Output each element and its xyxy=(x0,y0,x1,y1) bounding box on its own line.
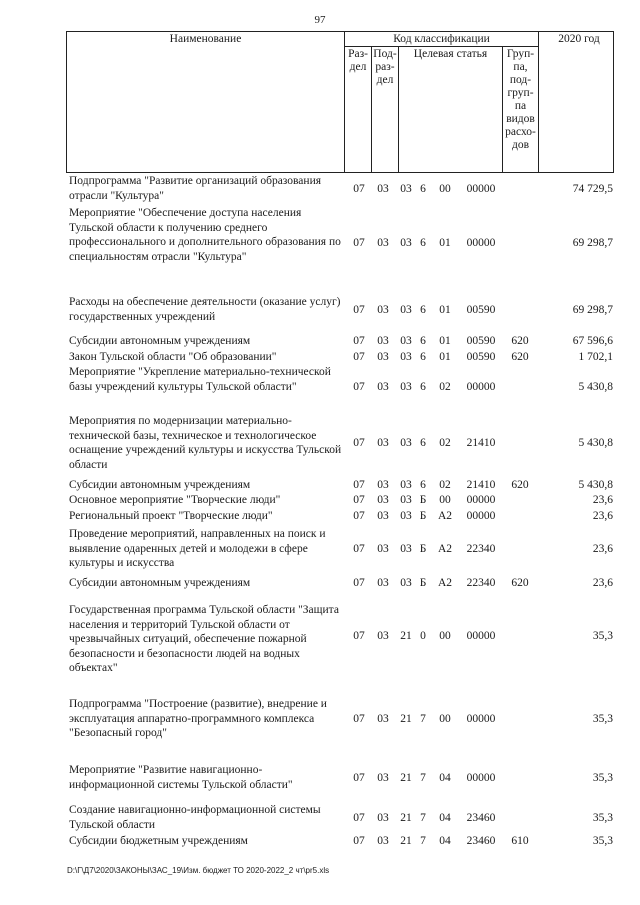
row-target-program: 03 xyxy=(400,335,412,347)
table-header xyxy=(66,31,614,173)
row-target-event: 00 xyxy=(439,713,451,725)
header-year: 2020 год xyxy=(539,32,614,173)
row-name: Закон Тульской области "Об образовании" xyxy=(69,351,277,363)
row-name: Подпрограмма "Развитие организаций образования отрасли "Культура" xyxy=(69,175,322,202)
row-razdel: 07 xyxy=(353,543,365,555)
row-target-direction: 21410 xyxy=(466,437,496,449)
row-podrazdel: 03 xyxy=(377,812,389,824)
row-amount: 23,6 xyxy=(592,510,613,522)
row-name: Основное мероприятие "Творческие люди" xyxy=(69,494,281,506)
row-razdel: 07 xyxy=(353,577,365,589)
row-amount: 35,3 xyxy=(592,630,613,642)
row-target-direction: 00590 xyxy=(466,335,496,347)
row-amount: 35,3 xyxy=(592,812,613,824)
row-target-subprogram: Б xyxy=(419,543,427,555)
row-group: 620 xyxy=(511,335,529,347)
row-target-program: 21 xyxy=(400,630,412,642)
row-podrazdel: 03 xyxy=(377,335,389,347)
row-razdel: 07 xyxy=(353,479,365,491)
row-name: Подпрограмма "Построение (развитие), внедрение и эксплуатация аппаратно-программного комплекса "Безопасный город" xyxy=(69,698,327,740)
row-target-program: 21 xyxy=(400,713,412,725)
row-podrazdel: 03 xyxy=(377,351,389,363)
row-razdel: 07 xyxy=(353,351,365,363)
row-podrazdel: 03 xyxy=(377,510,389,522)
row-razdel: 07 xyxy=(353,381,365,393)
row-target-direction: 00000 xyxy=(466,772,496,784)
header-podrazdel: Под- раз- дел xyxy=(372,47,399,173)
row-name: Субсидии автономным учреждениям xyxy=(69,479,251,491)
row-podrazdel: 03 xyxy=(377,479,389,491)
row-target-subprogram: 6 xyxy=(420,335,426,347)
row-target-event: А2 xyxy=(437,577,453,589)
row-razdel: 07 xyxy=(353,510,365,522)
row-razdel: 07 xyxy=(353,437,365,449)
row-target-event: 04 xyxy=(439,772,451,784)
header-name: Наименование xyxy=(67,32,345,173)
row-target-program: 03 xyxy=(400,304,412,316)
row-podrazdel: 03 xyxy=(377,237,389,249)
row-amount: 23,6 xyxy=(592,543,613,555)
row-razdel: 07 xyxy=(353,494,365,506)
row-name: Региональный проект "Творческие люди" xyxy=(69,510,273,522)
row-target-program: 03 xyxy=(400,381,412,393)
row-target-event: 02 xyxy=(439,479,451,491)
row-amount: 69 298,7 xyxy=(572,237,613,249)
row-target-direction: 00590 xyxy=(466,304,496,316)
row-podrazdel: 03 xyxy=(377,437,389,449)
header-target: Целевая статья xyxy=(399,47,503,173)
row-razdel: 07 xyxy=(353,772,365,784)
row-target-direction: 00000 xyxy=(466,713,496,725)
row-podrazdel: 03 xyxy=(377,304,389,316)
row-target-direction: 23460 xyxy=(466,812,496,824)
row-target-subprogram: 6 xyxy=(420,381,426,393)
header-razdel: Раз- дел xyxy=(345,47,372,173)
row-razdel: 07 xyxy=(353,835,365,847)
row-target-direction: 21410 xyxy=(466,479,496,491)
row-target-event: А2 xyxy=(437,510,453,522)
row-target-direction: 00000 xyxy=(466,183,496,195)
row-target-subprogram: 7 xyxy=(420,713,426,725)
row-podrazdel: 03 xyxy=(377,835,389,847)
row-target-event: 04 xyxy=(439,812,451,824)
row-target-program: 03 xyxy=(400,543,412,555)
row-target-program: 03 xyxy=(400,237,412,249)
row-target-event: 04 xyxy=(439,835,451,847)
row-amount: 69 298,7 xyxy=(572,304,613,316)
row-name: Мероприятие "Обеспечение доступа населения Тульской области к получению среднего профессионального и дополнительного образования по специальностям отрасли "Культура" xyxy=(69,207,341,263)
row-group: 620 xyxy=(511,479,529,491)
row-target-subprogram: Б xyxy=(419,577,427,589)
row-target-program: 03 xyxy=(400,577,412,589)
row-target-direction: 00590 xyxy=(466,351,496,363)
row-amount: 35,3 xyxy=(592,713,613,725)
row-target-subprogram: 7 xyxy=(420,772,426,784)
row-razdel: 07 xyxy=(353,237,365,249)
row-name: Создание навигационно-информационной системы Тульской области xyxy=(69,804,321,831)
row-amount: 35,3 xyxy=(592,835,613,847)
row-target-subprogram: 6 xyxy=(420,351,426,363)
row-razdel: 07 xyxy=(353,630,365,642)
row-amount: 5 430,8 xyxy=(578,437,613,449)
row-amount: 1 702,1 xyxy=(578,351,613,363)
row-target-program: 03 xyxy=(400,479,412,491)
row-amount: 23,6 xyxy=(592,494,613,506)
row-target-subprogram: Б xyxy=(419,494,427,506)
row-target-event: 00 xyxy=(439,630,451,642)
header-group: Груп- па, под- груп- па видов расхо- дов xyxy=(503,47,539,173)
row-podrazdel: 03 xyxy=(377,494,389,506)
row-target-program: 03 xyxy=(400,437,412,449)
row-target-program: 03 xyxy=(400,494,412,506)
row-amount: 23,6 xyxy=(592,577,613,589)
row-podrazdel: 03 xyxy=(377,381,389,393)
row-target-direction: 00000 xyxy=(466,237,496,249)
row-target-direction: 22340 xyxy=(466,577,496,589)
row-target-subprogram: 6 xyxy=(420,304,426,316)
row-target-direction: 23460 xyxy=(466,835,496,847)
row-target-program: 21 xyxy=(400,812,412,824)
row-target-event: 00 xyxy=(439,183,451,195)
row-razdel: 07 xyxy=(353,183,365,195)
row-target-event: 02 xyxy=(439,381,451,393)
row-razdel: 07 xyxy=(353,304,365,316)
row-target-event: 01 xyxy=(439,237,451,249)
row-target-subprogram: 6 xyxy=(420,479,426,491)
row-name: Расходы на обеспечение деятельности (оказание услуг) государственных учреждений xyxy=(69,296,341,323)
row-target-program: 21 xyxy=(400,772,412,784)
row-target-program: 03 xyxy=(400,510,412,522)
row-name: Мероприятие "Развитие навигационно-информационной системы Тульской области" xyxy=(69,764,293,791)
row-name: Государственная программа Тульской области "Защита населения и территорий Тульской области от чрезвычайных ситуаций, обеспечение пожарной безопасности и безопасности людей на водных объектах" xyxy=(69,604,339,675)
row-name: Субсидии автономным учреждениям xyxy=(69,335,251,347)
row-name: Мероприятия по модернизации материально-технической базы, техническое и технологическое оснащение учреждений культуры и искусства Тульской области xyxy=(69,415,342,471)
row-name: Субсидии бюджетным учреждениям xyxy=(69,835,248,847)
row-razdel: 07 xyxy=(353,335,365,347)
row-target-direction: 00000 xyxy=(466,510,496,522)
row-amount: 74 729,5 xyxy=(572,183,613,195)
row-name: Мероприятие "Укрепление материально-технической базы учреждений культуры Тульской области" xyxy=(69,366,331,393)
row-target-direction: 00000 xyxy=(466,381,496,393)
row-target-subprogram: 0 xyxy=(420,630,426,642)
row-target-event: 01 xyxy=(439,335,451,347)
row-podrazdel: 03 xyxy=(377,630,389,642)
row-target-subprogram: Б xyxy=(419,510,427,522)
row-target-event: 02 xyxy=(439,437,451,449)
row-podrazdel: 03 xyxy=(377,713,389,725)
row-amount: 5 430,8 xyxy=(578,381,613,393)
row-target-subprogram: 7 xyxy=(420,835,426,847)
row-target-direction: 22340 xyxy=(466,543,496,555)
row-target-event: 00 xyxy=(439,494,451,506)
row-target-subprogram: 6 xyxy=(420,183,426,195)
row-podrazdel: 03 xyxy=(377,772,389,784)
row-amount: 35,3 xyxy=(592,772,613,784)
row-target-event: 01 xyxy=(439,304,451,316)
row-target-subprogram: 7 xyxy=(420,812,426,824)
row-target-direction: 00000 xyxy=(466,494,496,506)
row-group: 620 xyxy=(511,577,529,589)
row-group: 610 xyxy=(511,835,529,847)
row-target-event: А2 xyxy=(437,543,453,555)
row-target-program: 21 xyxy=(400,835,412,847)
row-podrazdel: 03 xyxy=(377,543,389,555)
row-group: 620 xyxy=(511,351,529,363)
row-target-event: 01 xyxy=(439,351,451,363)
row-podrazdel: 03 xyxy=(377,577,389,589)
row-razdel: 07 xyxy=(353,812,365,824)
row-target-program: 03 xyxy=(400,351,412,363)
row-target-subprogram: 6 xyxy=(420,437,426,449)
row-name: Субсидии автономным учреждениям xyxy=(69,577,251,589)
row-target-subprogram: 6 xyxy=(420,237,426,249)
row-podrazdel: 03 xyxy=(377,183,389,195)
row-target-program: 03 xyxy=(400,183,412,195)
row-amount: 5 430,8 xyxy=(578,479,613,491)
row-target-direction: 00000 xyxy=(466,630,496,642)
row-razdel: 07 xyxy=(353,713,365,725)
footer-file-path: D:\Г\Д7\2020\ЗАКОНЫ\ЗАС_19\Изм. бюджет ТО 2020-2022_2 чт\pr5.xls xyxy=(67,866,330,875)
row-name: Проведение мероприятий, направленных на поиск и выявление одаренных детей и молодежи в сфере культуры и искусства xyxy=(69,528,326,570)
row-amount: 67 596,6 xyxy=(572,335,613,347)
page-number: 97 xyxy=(314,14,326,26)
header-code: Код классификации xyxy=(345,32,539,47)
